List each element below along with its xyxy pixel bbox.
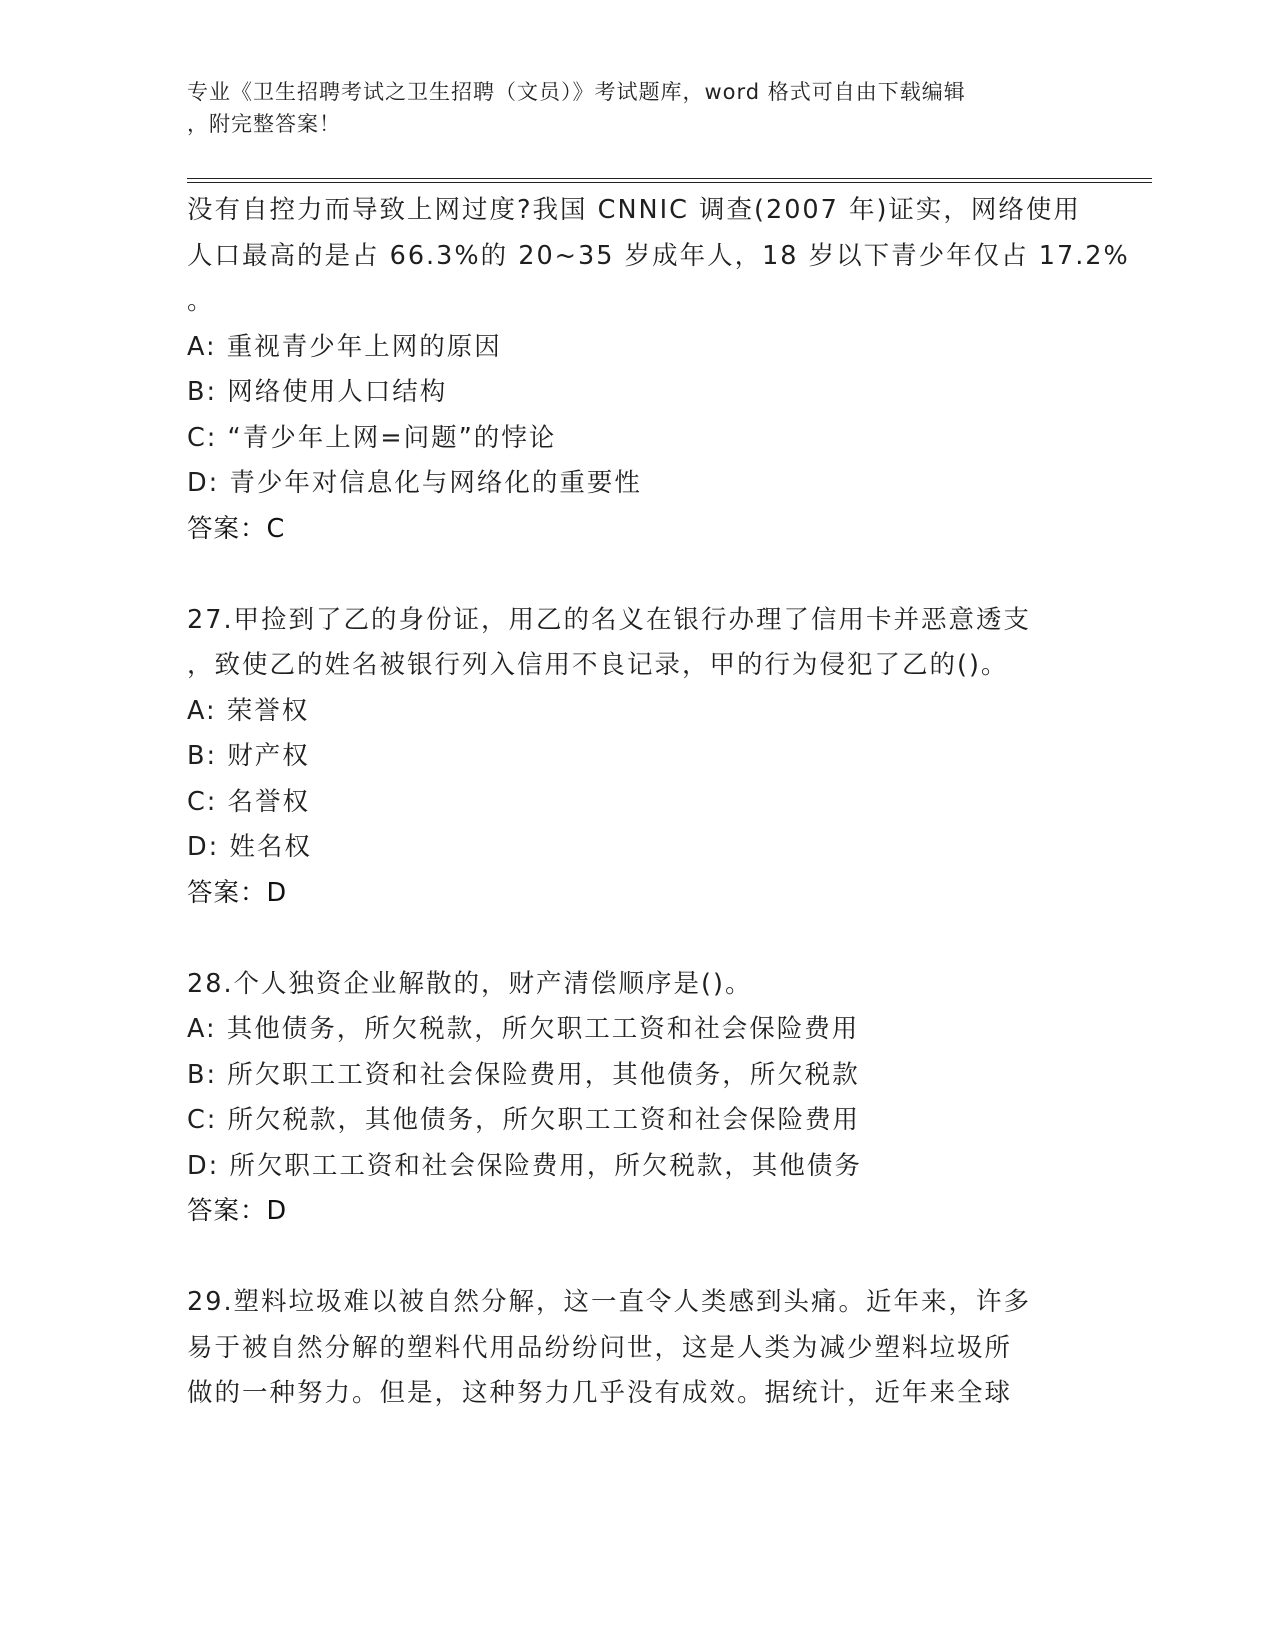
- spacer: [187, 552, 1087, 598]
- answer-line: 答案：D: [187, 877, 288, 908]
- option-b: B: 网络使用人口结构: [187, 377, 448, 407]
- option-a: A: 荣誉权: [187, 695, 310, 726]
- document-body: [187, 188, 1130, 1417]
- option-c: C: 所欠税款，其他债务，所欠职工工资和社会保险费用: [187, 1105, 861, 1135]
- option-b: B: 财产权: [187, 741, 310, 771]
- question-stem-line: 没有自控力而导致上网过度?我国 CNNIC 调查(2007 年)证实，网络使用: [187, 195, 1081, 225]
- option-a: A: 重视青少年上网的原因: [187, 331, 502, 362]
- document-header: [187, 76, 1077, 140]
- question-stem-line: 29.塑料垃圾难以被自然分解，这一直令人类感到头痛。近年来，许多: [187, 1287, 1032, 1317]
- question-stem-line: 易于被自然分解的塑料代用品纷纷问世，这是人类为减少塑料垃圾所: [187, 1332, 1013, 1363]
- option-d: D: 姓名权: [187, 832, 312, 862]
- question-27: [187, 598, 1087, 917]
- question-stem-line: 28.个人独资企业解散的，财产清偿顺序是()。: [187, 968, 753, 999]
- spacer: [187, 916, 1087, 962]
- answer-line: 答案：D: [187, 1196, 288, 1226]
- option-d: D: 青少年对信息化与网络化的重要性: [187, 468, 642, 498]
- question-stem-line: 人口最高的是占 66.3%的 20~35 岁成年人，18 岁以下青少年仅占 17.2%: [187, 240, 1130, 271]
- answer-line: 答案：C: [187, 513, 286, 544]
- header-title-line-2: ，附完整答案！: [187, 112, 341, 136]
- question-29: [187, 1280, 1087, 1417]
- option-d: D: 所欠职工工资和社会保险费用，所欠税款，其他债务: [187, 1150, 862, 1181]
- question-stem-line: 27.甲捡到了乙的身份证，用乙的名义在银行办理了信用卡并恶意透支: [187, 604, 1032, 635]
- spacer: [187, 1235, 1087, 1281]
- option-c: C: “青少年上网=问题”的悖论: [187, 422, 557, 453]
- option-c: C: 名誉权: [187, 786, 311, 817]
- question-28: [187, 962, 1087, 1235]
- question-stem-line: ，致使乙的姓名被银行列入信用不良记录，甲的行为侵犯了乙的()。: [187, 650, 1009, 680]
- question-stem-line: 。: [187, 286, 215, 316]
- question-26: [187, 188, 1130, 552]
- question-stem-line: 做的一种努力。但是，这种努力几乎没有成效。据统计，近年来全球: [187, 1378, 1013, 1408]
- header-divider: [187, 178, 1152, 183]
- header-title-line-1: 专业《卫生招聘考试之卫生招聘（文员）》考试题库，word 格式可自由下载编辑: [187, 80, 966, 104]
- option-b: B: 所欠职工工资和社会保险费用，其他债务，所欠税款: [187, 1059, 860, 1090]
- option-a: A: 其他债务，所欠税款，所欠职工工资和社会保险费用: [187, 1014, 860, 1044]
